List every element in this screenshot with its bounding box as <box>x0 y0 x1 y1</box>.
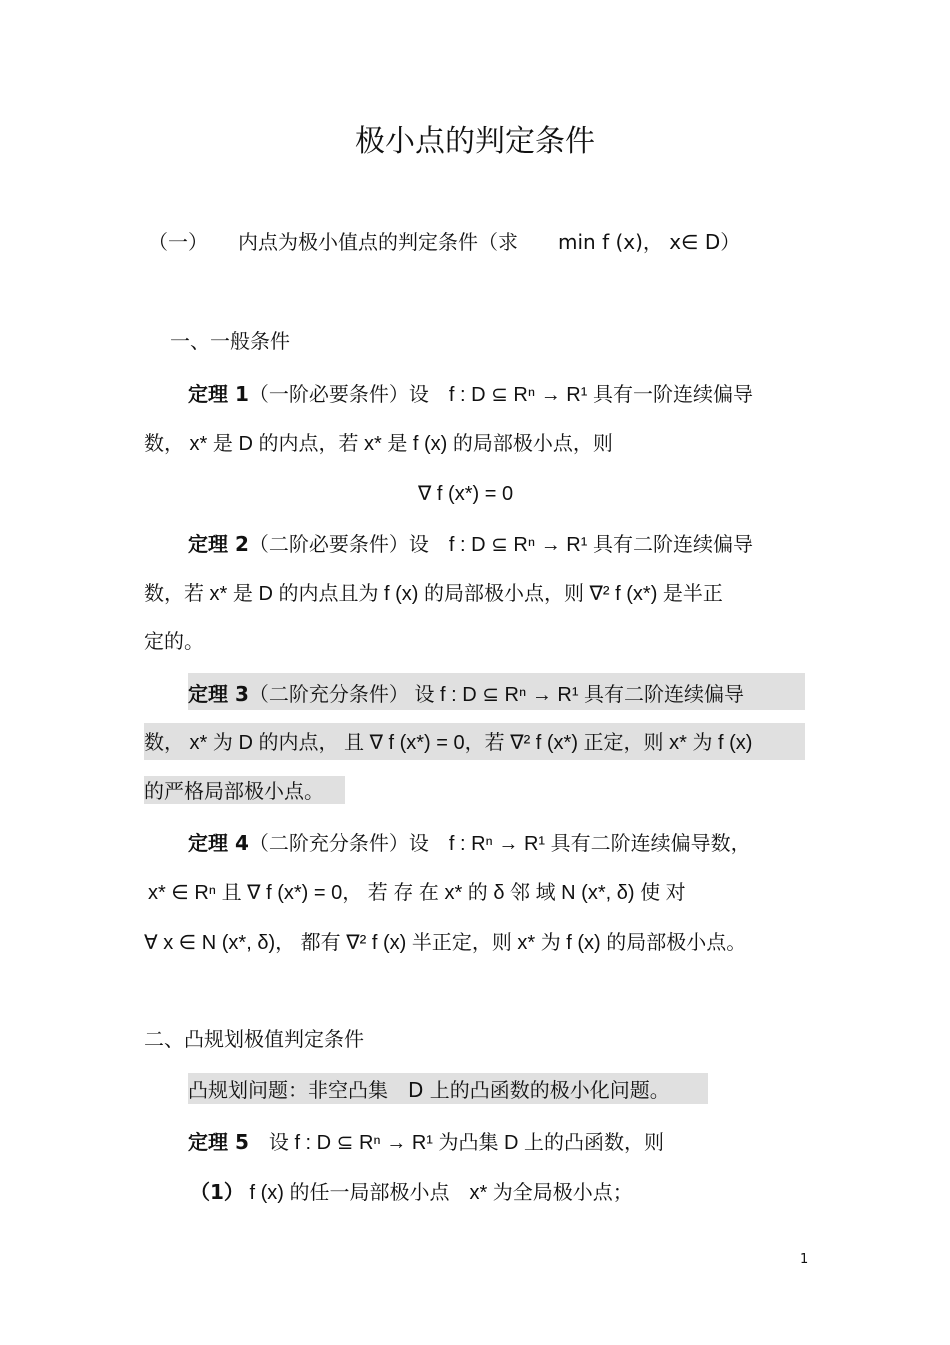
theorem-1-line-1 <box>188 380 753 409</box>
convex-problem-statement: 凸规划问题：非空凸集 D 上的凸函数的极小化问题。 <box>188 1078 670 1102</box>
theorem-1-label: 定理 1 <box>188 382 249 406</box>
theorem-2-line-1 <box>188 530 753 559</box>
theorem-5-item-1-text: f (x) 的任一局部极小点 x* 为全局极小点； <box>243 1182 633 1204</box>
part-heading: （一） 内点为极小值点的判定条件（求 min f (x)， x∈ D） <box>148 230 741 254</box>
theorem-1-formula: ∇ f (x*) = 0 <box>418 483 514 505</box>
theorem-5-item-1-label: （1） <box>190 1180 244 1204</box>
document-title: 极小点的判定条件 <box>355 124 595 159</box>
theorem-3-line-1 <box>188 680 744 709</box>
theorem-4-line-1 <box>188 829 751 858</box>
theorem-1-line-2: 数， x* 是 D 的内点，若 x* 是 f (x) 的局部极小点，则 <box>144 433 613 455</box>
theorem-5-item-1 <box>190 1178 633 1207</box>
section-heading-convex: 二、凸规划极值判定条件 <box>144 1027 364 1051</box>
theorem-2-statement: （二阶必要条件）设 f : D ⊆ Rⁿ → R¹ 具有二阶连续偏导 <box>248 534 753 556</box>
theorem-5-line-1 <box>188 1128 664 1157</box>
theorem-4-line-2: x* ∈ Rⁿ 且 ∇ f (x*) = 0， 若 存 在 x* 的 δ 邻 域 N (x*, δ) 使 对 <box>148 882 686 904</box>
theorem-4-line-3: ∀ x ∈ N (x*, δ)， 都有 ∇² f (x) 半正定，则 x* 为 f (x) 的局部极小点。 <box>144 932 747 954</box>
theorem-4-statement: （二阶充分条件）设 f : Rⁿ → R¹ 具有二阶连续偏导数， <box>248 833 751 855</box>
theorem-3-line-3: 的严格局部极小点。 <box>144 779 324 803</box>
theorem-5-statement: 设 f : D ⊆ Rⁿ → R¹ 为凸集 D 上的凸函数，则 <box>248 1132 665 1154</box>
theorem-2-line-2: 数，若 x* 是 D 的内点且为 f (x) 的局部极小点，则 ∇² f (x*) 是半正 <box>144 583 723 605</box>
theorem-1-statement: （一阶必要条件）设 f : D ⊆ Rⁿ → R¹ 具有一阶连续偏导 <box>248 384 753 406</box>
theorem-2-label: 定理 2 <box>188 532 249 556</box>
theorem-2-line-3: 定的。 <box>144 629 204 653</box>
theorem-3-statement: （二阶充分条件） 设 f : D ⊆ Rⁿ → R¹ 具有二阶连续偏导 <box>248 684 745 706</box>
theorem-3-line-2: 数， x* 为 D 的内点， 且 ∇ f (x*) = 0，若 ∇² f (x*) 正定，则 x* 为 f (x) <box>144 732 753 754</box>
page-number: 1 <box>800 1252 809 1267</box>
theorem-4-label: 定理 4 <box>188 831 249 855</box>
theorem-3-label: 定理 3 <box>188 682 249 706</box>
section-heading-general: 一、一般条件 <box>170 329 290 353</box>
theorem-5-label: 定理 5 <box>188 1130 249 1154</box>
